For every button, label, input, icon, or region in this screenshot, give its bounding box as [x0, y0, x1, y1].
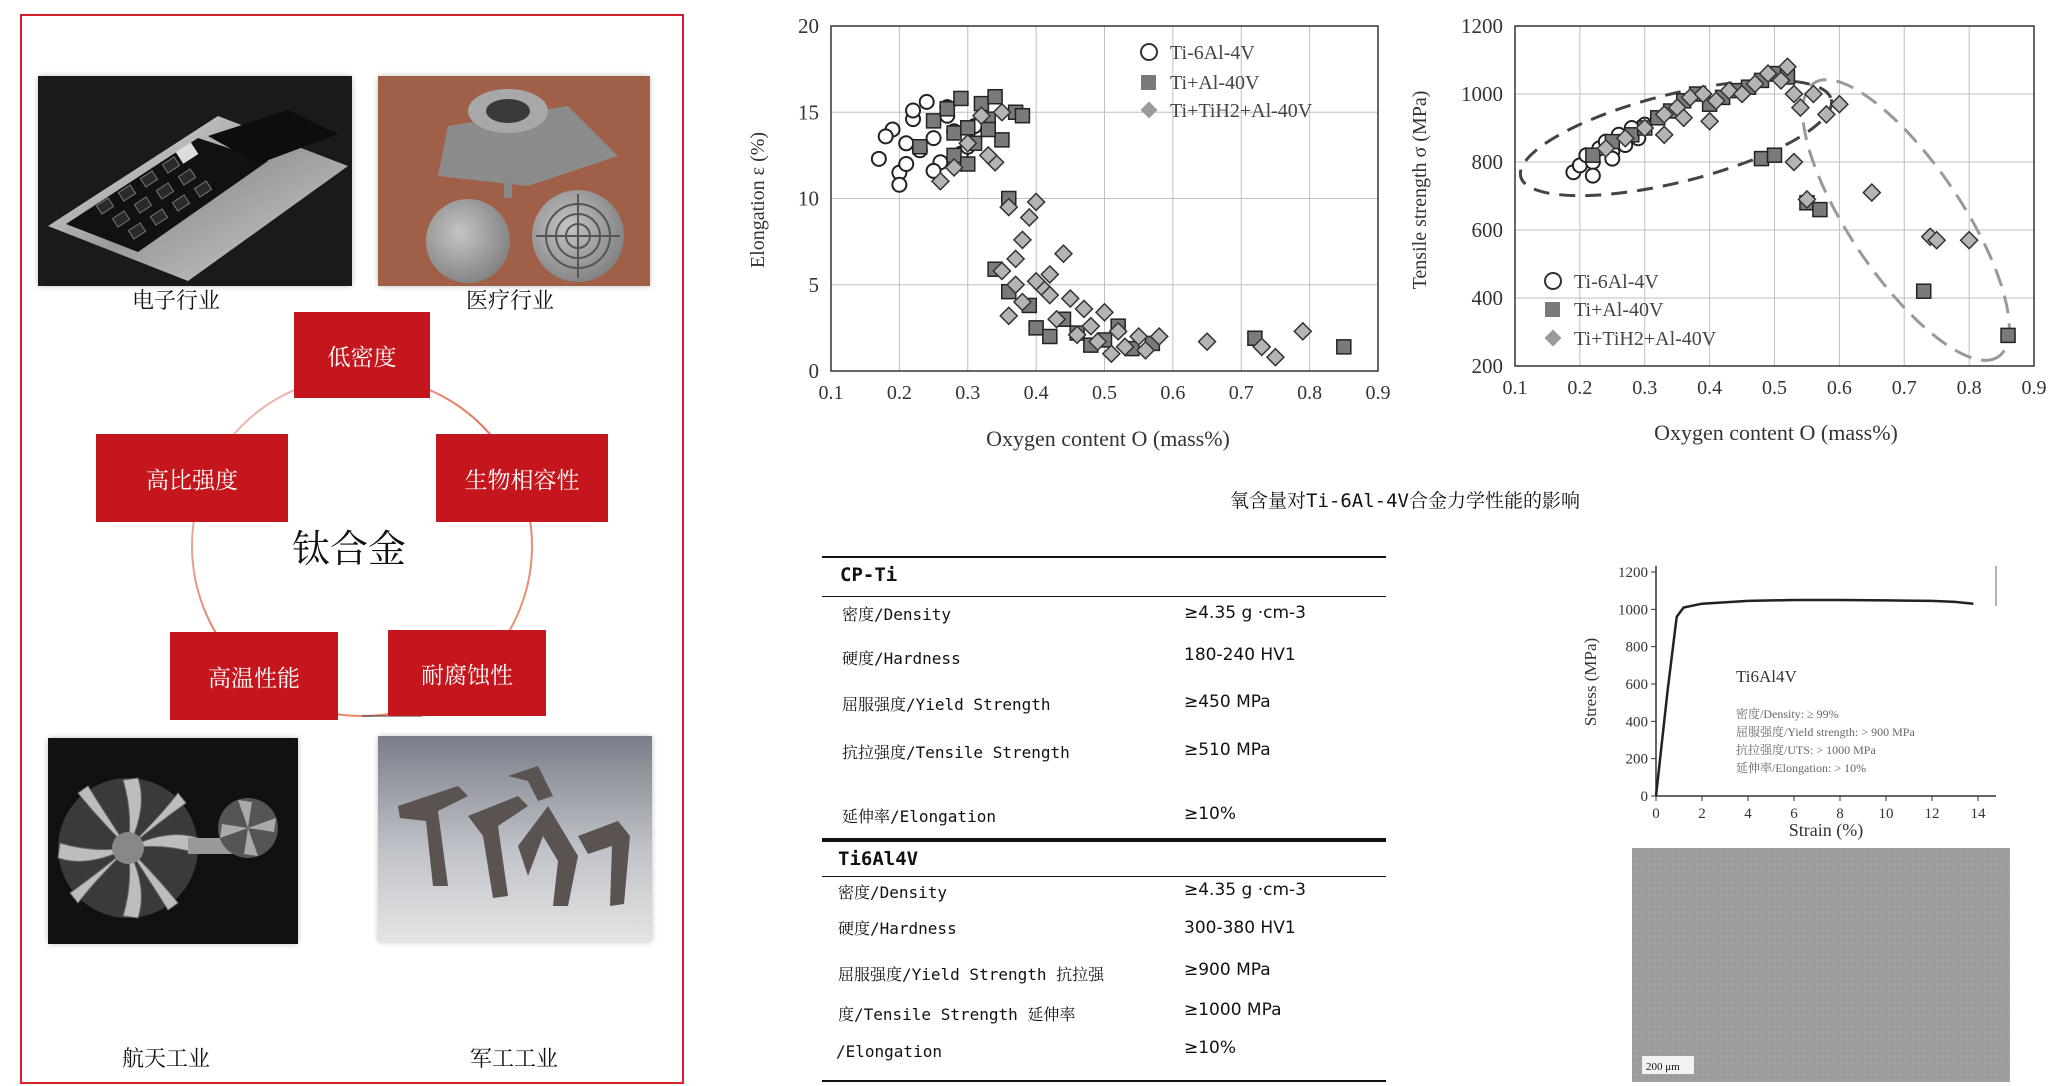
chart1-point-diamond	[1267, 349, 1284, 366]
chart1-point-diamond	[1096, 304, 1113, 321]
chart2-point-square	[1813, 203, 1827, 217]
chart1-point-diamond	[1028, 193, 1045, 210]
chart1-point-square	[988, 90, 1002, 104]
chart1-x-tick-label: 0.1	[818, 382, 844, 404]
chart3-x-tick-label: 14	[1970, 806, 1986, 822]
chart3-annotation-elongation: 延伸率/Elongation: > 10%	[1736, 761, 1867, 775]
cp-ti-elongation-value: ≥10%	[1184, 804, 1237, 824]
chart1-point-square	[961, 157, 975, 171]
chart1-point-square	[981, 123, 995, 137]
chart3-y-tick-label: 800	[1625, 639, 1648, 656]
chart2-x-tick-label: 0.8	[1956, 377, 1982, 399]
chart1-x-axis-label: Oxygen content O (mass%)	[986, 426, 1230, 451]
chart1-point-square	[947, 126, 961, 140]
ti6al4v-tensile-label: 度/Tensile Strength 延伸率	[838, 1005, 1076, 1024]
micrograph-scale-bar: 200 μm	[1646, 1061, 1680, 1073]
electronics-caption: 电子行业	[132, 289, 221, 314]
chart3-x-tick-label: 2	[1698, 806, 1706, 822]
chart1-point-square	[954, 91, 968, 105]
chart1-point-diamond	[1007, 250, 1024, 267]
chart1-point-circle	[899, 157, 913, 171]
chart3-x-axis-label: Strain (%)	[1788, 820, 1864, 840]
table-mid-rule	[822, 838, 1386, 842]
chart2-x-tick-label: 0.7	[1891, 377, 1917, 399]
table-top-rule	[822, 556, 1386, 558]
chart1-point-circle	[920, 95, 934, 109]
chart1-x-tick-label: 0.7	[1228, 382, 1254, 404]
chart2-point-diamond	[1701, 113, 1718, 130]
tensile-strength-vs-oxygen-chart	[1396, 0, 2052, 470]
chart3-x-tick-label: 8	[1836, 806, 1844, 822]
chart1-x-tick-label: 0.8	[1297, 382, 1323, 404]
cp-ti-density-value: ≥4.35 g ·cm-3	[1184, 603, 1306, 623]
cp-ti-tensile-label: 抗拉强度/Tensile Strength	[842, 743, 1070, 762]
figure-caption: 氧含量对Ti-6Al-4V合金力学性能的影响	[1230, 490, 1580, 512]
chart3-y-tick-label: 200	[1625, 751, 1648, 768]
cp-ti-heading-rule	[822, 596, 1386, 597]
chart1-point-diamond	[1199, 333, 1216, 350]
chart2-y-tick-label: 1200	[1461, 14, 1503, 38]
turbine-image	[48, 738, 298, 944]
chart1-point-circle	[892, 178, 906, 192]
chart1-point-diamond	[1294, 323, 1311, 340]
chart1-point-square	[1029, 321, 1043, 335]
chart1-point-circle	[872, 152, 886, 166]
ti6al4v-micrograph	[1632, 848, 2010, 1082]
chart2-y-axis-label: Tensile strength σ (MPa)	[1409, 90, 1431, 290]
chart1-legend	[1141, 42, 1313, 122]
chart2-point-diamond	[1656, 126, 1673, 143]
ti6al4v-heading: Ti6Al4V	[838, 848, 919, 870]
property-biocompatibility: 生物相容性	[436, 434, 608, 522]
chart3-y-tick-label: 400	[1625, 714, 1648, 731]
chart1-point-circle	[906, 104, 920, 118]
chart2-point-square	[1586, 148, 1600, 162]
chart3-y-tick-label: 1000	[1618, 602, 1648, 619]
chart1-y-tick-label: 5	[808, 272, 819, 297]
chart3-x-tick-label: 0	[1652, 806, 1660, 822]
chart1-point-square	[927, 114, 941, 128]
chart1-x-tick-label: 0.4	[1023, 382, 1049, 404]
chart1-point-square	[1337, 340, 1351, 354]
elongation-vs-oxygen-chart	[728, 0, 1391, 470]
cp-ti-tensile-value: ≥510 MPa	[1184, 740, 1271, 760]
parts-image	[378, 736, 652, 942]
chart3-annotation-uts: 抗拉强度/UTS: > 1000 MPa	[1736, 743, 1876, 757]
chart2-point-square	[1755, 152, 1769, 166]
cp-ti-hardness-label: 硬度/Hardness	[842, 649, 961, 668]
chart2-point-diamond	[1785, 154, 1802, 171]
chart2-y-tick-label: 200	[1471, 354, 1503, 378]
chart3-x-tick-label: 10	[1878, 806, 1894, 822]
chart3-y-tick-label: 600	[1625, 677, 1648, 693]
chart3-y-tick-label: 1200	[1618, 565, 1648, 581]
chart2-y-tick-label: 400	[1471, 286, 1503, 310]
cp-ti-elongation-label: 延伸率/Elongation	[842, 807, 996, 826]
chart3-x-tick-label: 12	[1924, 806, 1940, 822]
chart2-x-tick-label: 0.1	[1502, 377, 1528, 399]
chart1-point-circle	[899, 136, 913, 150]
chart3-y-tick-label: 0	[1640, 789, 1648, 805]
chart1-legend-ti-al40v: Ti+Al-40V	[1170, 72, 1260, 94]
chart1-x-tick-label: 0.3	[955, 382, 981, 404]
chart2-x-tick-label: 0.6	[1826, 377, 1852, 399]
cp-ti-hardness-value: 180-240 HV1	[1184, 645, 1296, 665]
chart1-x-tick-label: 0.5	[1092, 382, 1117, 404]
chart2-x-tick-label: 0.2	[1567, 377, 1593, 399]
chart1-point-square	[1015, 109, 1029, 123]
chart1-point-square	[940, 102, 954, 116]
cp-ti-density-label: 密度/Density	[842, 605, 952, 624]
cp-ti-yield-value: ≥450 MPa	[1184, 692, 1271, 712]
chart1-point-diamond	[1062, 290, 1079, 307]
chart2-point-diamond	[1831, 96, 1848, 113]
chart1-x-tick-label: 0.6	[1160, 382, 1186, 404]
ti6al4v-elongation-label: /Elongation	[836, 1042, 942, 1061]
military-photo	[378, 736, 652, 942]
chart2-x-tick-label: 0.9	[2021, 377, 2047, 399]
ti6al4v-density-value: ≥4.35 g ·cm-3	[1184, 880, 1306, 900]
ti6al4v-density-label: 密度/Density	[838, 883, 948, 902]
chart2-legend-ti-al40v: Ti+Al-40V	[1574, 299, 1664, 321]
ti6al4v-yield-label: 屈服强度/Yield Strength 抗拉强	[838, 965, 1105, 984]
chart1-y-tick-label: 0	[808, 359, 819, 383]
chart1-point-diamond	[1021, 209, 1038, 226]
chart1-point-square	[913, 140, 927, 154]
chart3-annotation-yield: 屈服强度/Yield strength: > 900 MPa	[1736, 725, 1915, 739]
chart1-y-tick-label: 10	[798, 186, 819, 211]
chart2-y-tick-label: 800	[1471, 150, 1503, 174]
chart1-point-circle	[879, 129, 893, 143]
cp-ti-yield-label: 屈服强度/Yield Strength	[842, 695, 1051, 714]
micrograph-texture	[1632, 848, 2010, 1082]
chart2-point-circle	[1586, 169, 1600, 183]
chart2-legend-ti-tih2-al40v: Ti+TiH2+Al-40V	[1574, 328, 1717, 350]
chart3-x-tick-label: 4	[1744, 806, 1752, 822]
aerospace-photo	[48, 738, 298, 944]
chart3-y-axis-label: Stress (MPa)	[1581, 637, 1600, 727]
chart1-point-square	[995, 133, 1009, 147]
phone-image	[38, 76, 352, 286]
chart2-point-square	[2001, 328, 2015, 342]
titanium-applications-panel	[20, 14, 684, 1084]
chart1-x-tick-label: 0.9	[1365, 382, 1391, 404]
chart2-legend	[1545, 271, 1717, 350]
chart2-point-diamond	[1863, 184, 1880, 201]
chart1-point-circle	[927, 131, 941, 145]
stress-strain-curve-chart	[1576, 552, 2016, 842]
chart3-annotation-title: Ti6Al4V	[1736, 667, 1797, 686]
medical-caption: 医疗行业	[466, 289, 555, 314]
ti6al4v-elongation-value: ≥10%	[1184, 1038, 1237, 1058]
chart2-legend-ti6al4v: Ti-6Al-4V	[1574, 271, 1659, 293]
chart3-annotation-density: 密度/Density: ≥ 99%	[1736, 707, 1839, 721]
chart1-legend-ti6al4v: Ti-6Al-4V	[1170, 42, 1255, 64]
ti6al4v-hardness-value: 300-380 HV1	[1184, 918, 1296, 938]
cp-ti-heading: CP-Ti	[840, 564, 898, 586]
chart2-point-diamond	[1961, 232, 1978, 249]
chart1-point-diamond	[1055, 245, 1072, 262]
chart1-point-diamond	[1076, 300, 1093, 317]
chart2-y-tick-label: 1000	[1461, 82, 1503, 106]
table-bottom-rule	[822, 1080, 1386, 1082]
chart2-x-axis-label: Oxygen content O (mass%)	[1654, 420, 1898, 445]
chart2-point-diamond	[1818, 106, 1835, 123]
property-low-density: 低密度	[294, 312, 430, 398]
titanium-alloy-label: 钛合金	[292, 527, 407, 571]
chart1-y-tick-label: 15	[798, 100, 819, 125]
chart1-point-diamond	[1014, 231, 1031, 248]
chart2-x-tick-label: 0.5	[1762, 377, 1787, 399]
medical-photo	[378, 76, 650, 286]
chart1-point-square	[1043, 330, 1057, 344]
ti6al4v-tensile-value: ≥1000 MPa	[1184, 1000, 1282, 1020]
chart1-y-axis-label: Elongation ε (%)	[747, 131, 769, 269]
chart1-point-diamond	[1000, 307, 1017, 324]
ti6al4v-yield-value: ≥900 MPa	[1184, 960, 1271, 980]
property-high-temperature: 高温性能	[170, 632, 338, 720]
chart2-point-square	[1768, 148, 1782, 162]
aerospace-caption: 航天工业	[122, 1047, 211, 1072]
chart2-x-tick-label: 0.4	[1697, 377, 1723, 399]
property-corrosion-resistance: 耐腐蚀性	[388, 630, 546, 716]
property-high-specific-strength: 高比强度	[96, 434, 288, 522]
chart2-x-tick-label: 0.3	[1632, 377, 1658, 399]
implant-image	[378, 76, 650, 286]
chart1-legend-ti-tih2-al40v: Ti+TiH2+Al-40V	[1170, 100, 1313, 122]
chart1-x-tick-label: 0.2	[886, 382, 912, 404]
chart2-y-tick-label: 600	[1471, 218, 1503, 242]
chart3-x-tick-label: 6	[1790, 806, 1798, 822]
chart1-point-square	[961, 121, 975, 135]
ti6al4v-heading-rule	[822, 876, 1386, 877]
electronics-photo	[38, 76, 352, 286]
ti6al4v-hardness-label: 硬度/Hardness	[838, 919, 957, 938]
military-caption: 军工工业	[470, 1047, 559, 1072]
chart1-y-tick-label: 20	[798, 14, 819, 38]
chart2-point-square	[1917, 284, 1931, 298]
